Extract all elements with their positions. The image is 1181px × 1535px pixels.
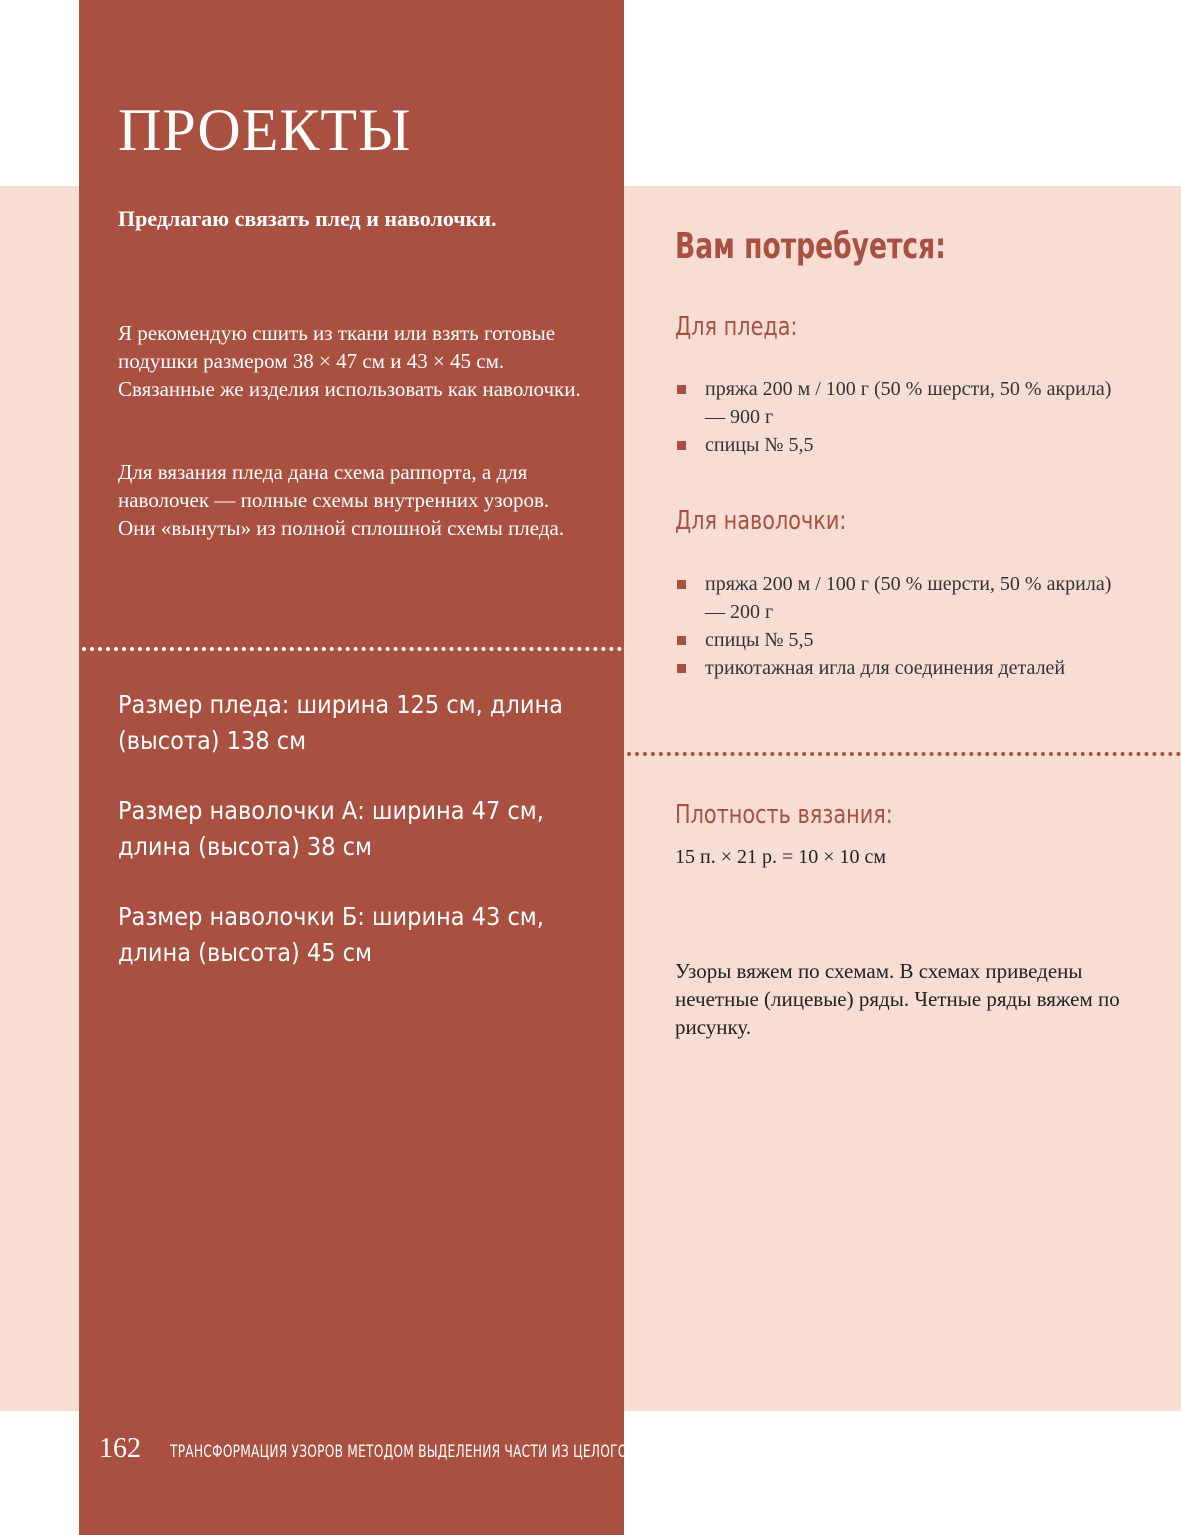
list-item xyxy=(675,570,1115,626)
blanket-materials-label: Для пледа: xyxy=(675,312,798,342)
pattern-note: Узоры вяжем по схемам. В схемах приведены нечетные (лицевые) ряды. Четные ряды вяжем по рисунку. xyxy=(675,959,1120,1039)
intro-paragraph-1: Я рекомендую сшить из ткани или взять готовые подушки размером 38 × 47 см и 43 × 45 см. Связанные же изделия использовать как наволочки. xyxy=(118,321,581,401)
list-item-text: спицы № 5,5 xyxy=(705,629,814,651)
pillowcase-b-size: Размер наволочки Б: ширина 43 см, длина (высота) 45 см xyxy=(118,902,544,967)
running-title: ТРАНСФОРМАЦИЯ УЗОРОВ МЕТОДОМ ВЫДЕЛЕНИЯ ЧАСТИ ИЗ ЦЕЛОГО xyxy=(170,1442,628,1462)
list-item-text: спицы № 5,5 xyxy=(705,434,814,456)
density-label: Плотность вязания: xyxy=(675,800,893,830)
list-item-text: трикотажная игла для соединения деталей xyxy=(705,657,1066,679)
square-bullet-icon xyxy=(677,664,686,673)
intro-paragraph-2: Для вязания пледа дана схема раппорта, а для наволочек — полные схемы внутренних узоров. Они «вынуты» из полной сплошной схемы пледа. xyxy=(118,460,565,540)
square-bullet-icon xyxy=(677,441,686,450)
dotted-divider-left xyxy=(82,647,622,651)
blanket-materials-list xyxy=(675,375,1115,459)
square-bullet-icon xyxy=(677,385,686,394)
materials-heading: Вам потребуется: xyxy=(675,226,946,267)
list-item xyxy=(675,431,1115,459)
list-item-text: пряжа 200 м / 100 г (50 % шерсти, 50 % акрила) — 200 г xyxy=(705,573,1112,623)
square-bullet-icon xyxy=(677,580,686,589)
list-item xyxy=(675,654,1115,682)
page-number: 162 xyxy=(99,1433,141,1464)
pillowcase-materials-label: Для наволочки: xyxy=(675,506,847,536)
list-item xyxy=(675,626,1115,654)
pillowcase-materials-list xyxy=(675,570,1115,682)
list-item xyxy=(675,375,1115,431)
page-title: ПРОЕКТЫ xyxy=(118,97,412,163)
square-bullet-icon xyxy=(677,636,686,645)
list-item-text: пряжа 200 м / 100 г (50 % шерсти, 50 % акрила) — 900 г xyxy=(705,378,1112,428)
density-value: 15 п. × 21 р. = 10 × 10 см xyxy=(675,846,887,868)
blanket-size: Размер пледа: ширина 125 см, длина (высота) 138 см xyxy=(118,690,563,755)
lead-text: Предлагаю связать плед и наволочки. xyxy=(118,206,497,231)
pillowcase-a-size: Размер наволочки А: ширина 47 см, длина (высота) 38 см xyxy=(118,796,544,861)
dotted-divider-right xyxy=(627,752,1181,756)
